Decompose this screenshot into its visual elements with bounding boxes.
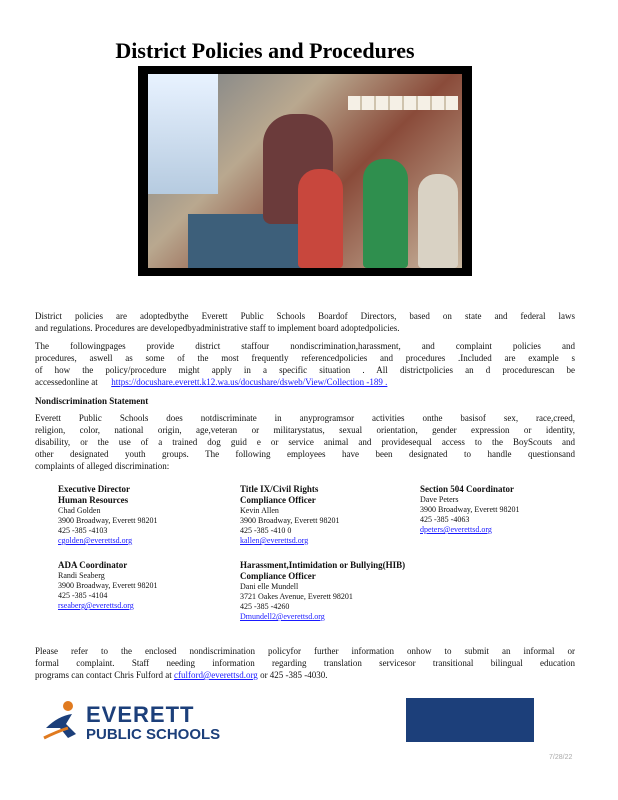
photo-banner (348, 96, 458, 110)
contact-title-ix (240, 484, 339, 546)
contact-role: Harassment,Intimidation or Bullying(HIB) (240, 560, 406, 570)
nondiscrimination-line: Everett Public Schools does notdiscriminate in anyprogramsor activities onthe basisof sex, race,creed, (35, 413, 575, 423)
contact-phone: 425 -385 -410 0 (240, 526, 292, 535)
contact-address: 3900 Broadway, Everett 98201 (420, 505, 520, 514)
pages-paragraph (35, 340, 575, 388)
contact-role: Title IX/Civil Rights (240, 484, 319, 494)
contact-phone: 425 -385 -4103 (58, 526, 108, 535)
runner-icon (42, 698, 84, 746)
contact-role: Compliance Officer (240, 495, 316, 505)
nondiscrimination-line: religion, color, national origin, age,veteran or militarystatus, sexual orientation, gender expression or identity, (35, 425, 575, 435)
closing-paragraph (35, 645, 575, 681)
contact-email-link[interactable]: cgolden@everettsd.org (58, 536, 133, 545)
closing-line: formal complaint. Staff needing information regarding translation servicesor transitional bilingual education (35, 658, 575, 668)
contact-role: Compliance Officer (240, 571, 316, 581)
contact-executive-director (58, 484, 157, 546)
logo-text-everett: EVERETT (86, 702, 195, 727)
pages-line: of how the policy/procedure might apply in a specific situation . All districtpolicies an d procedurescan be (35, 365, 575, 375)
contact-address: 3900 Broadway, Everett 98201 (58, 516, 158, 525)
fulford-email-link[interactable]: cfulford@everettsd.org (173, 670, 258, 680)
contact-phone: 425 -385 -4260 (240, 602, 290, 611)
document-date: 7/28/22 (549, 754, 573, 761)
nondiscrimination-line: complaints of alleged discrimination: (35, 461, 170, 471)
page-title: District Policies and Procedures (115, 38, 415, 63)
pages-line: The followingpages provide district staffour nondiscrimination,harassment, and complaint policies and (35, 341, 575, 351)
classroom-photo (138, 66, 472, 276)
contact-email-link[interactable]: dpeters@everettsd.org (420, 525, 492, 534)
closing-contact-text: programs can contact Chris Fulford at (35, 670, 172, 680)
contact-email-link[interactable]: Dmundell2@everettsd.org (240, 612, 325, 621)
contact-name: Dani elle Mundell (240, 582, 299, 591)
nondiscrimination-line: disability, or the use of a trained dog guid e or service animal and providesequal access to the BoyScouts and (35, 437, 575, 447)
nondiscrimination-heading: Nondiscrimination Statement (35, 396, 149, 406)
contact-email-link[interactable]: rseaberg@everettsd.org (58, 601, 134, 610)
intro-paragraph (35, 310, 575, 334)
contact-name: Kevin Allen (240, 506, 279, 515)
contact-phone: 425 -385 -4063 (420, 515, 470, 524)
pages-access-text: accessedonline at (35, 377, 98, 387)
pages-line: procedures, aswell as some of the most frequently referencedpolicies and procedures .Included are example s (35, 353, 575, 363)
closing-line (35, 669, 575, 681)
photo-child (418, 174, 458, 268)
contact-role: ADA Coordinator (58, 560, 128, 570)
contact-name: Randi Seaberg (58, 571, 105, 580)
intro-line: District policies are adoptedbythe Everett Public Schools Boardof Directors, based on state and federal laws (35, 311, 575, 321)
closing-phone-text: or 425 -385 -4030. (260, 670, 328, 680)
contact-name: Chad Golden (58, 506, 101, 515)
contact-section-504 (420, 484, 519, 535)
docushare-link[interactable]: https://docushare.everett.k12.wa.us/docushare/dsweb/View/Collection -189 . (111, 377, 388, 387)
contact-role: Human Resources (58, 495, 129, 505)
pages-line (35, 376, 575, 388)
blue-block (406, 698, 534, 742)
contact-address: 3900 Broadway, Everett 98201 (240, 516, 340, 525)
everett-logo (42, 698, 252, 748)
contact-role: Section 504 Coordinator (420, 484, 514, 494)
intro-line: and regulations. Procedures are developedbyadministrative staff to implement board adoptedpolicies. (35, 323, 400, 333)
contact-ada-coordinator (58, 560, 157, 611)
contact-email-link[interactable]: kallen@everettsd.org (240, 536, 309, 545)
closing-line: Please refer to the enclosed nondiscrimination policyfor further information onhow to submit an informal or (35, 646, 575, 656)
contact-hib-officer (240, 560, 405, 622)
photo-child (298, 169, 343, 268)
contact-name: Dave Peters (420, 495, 459, 504)
photo-child (363, 159, 408, 268)
contact-role: Executive Director (58, 484, 131, 494)
nondiscrimination-paragraph (35, 412, 575, 472)
nondiscrimination-line: other designated youth groups. The following employees have been designated to handle questionsand (35, 449, 575, 459)
contact-address: 3721 Oakes Avenue, Everett 98201 (240, 592, 353, 601)
logo-text-public-schools: PUBLIC SCHOOLS (86, 726, 221, 743)
photo-scene (148, 74, 462, 268)
contact-phone: 425 -385 -4104 (58, 591, 108, 600)
contact-address: 3900 Broadway, Everett 98201 (58, 581, 158, 590)
photo-window (148, 74, 218, 194)
